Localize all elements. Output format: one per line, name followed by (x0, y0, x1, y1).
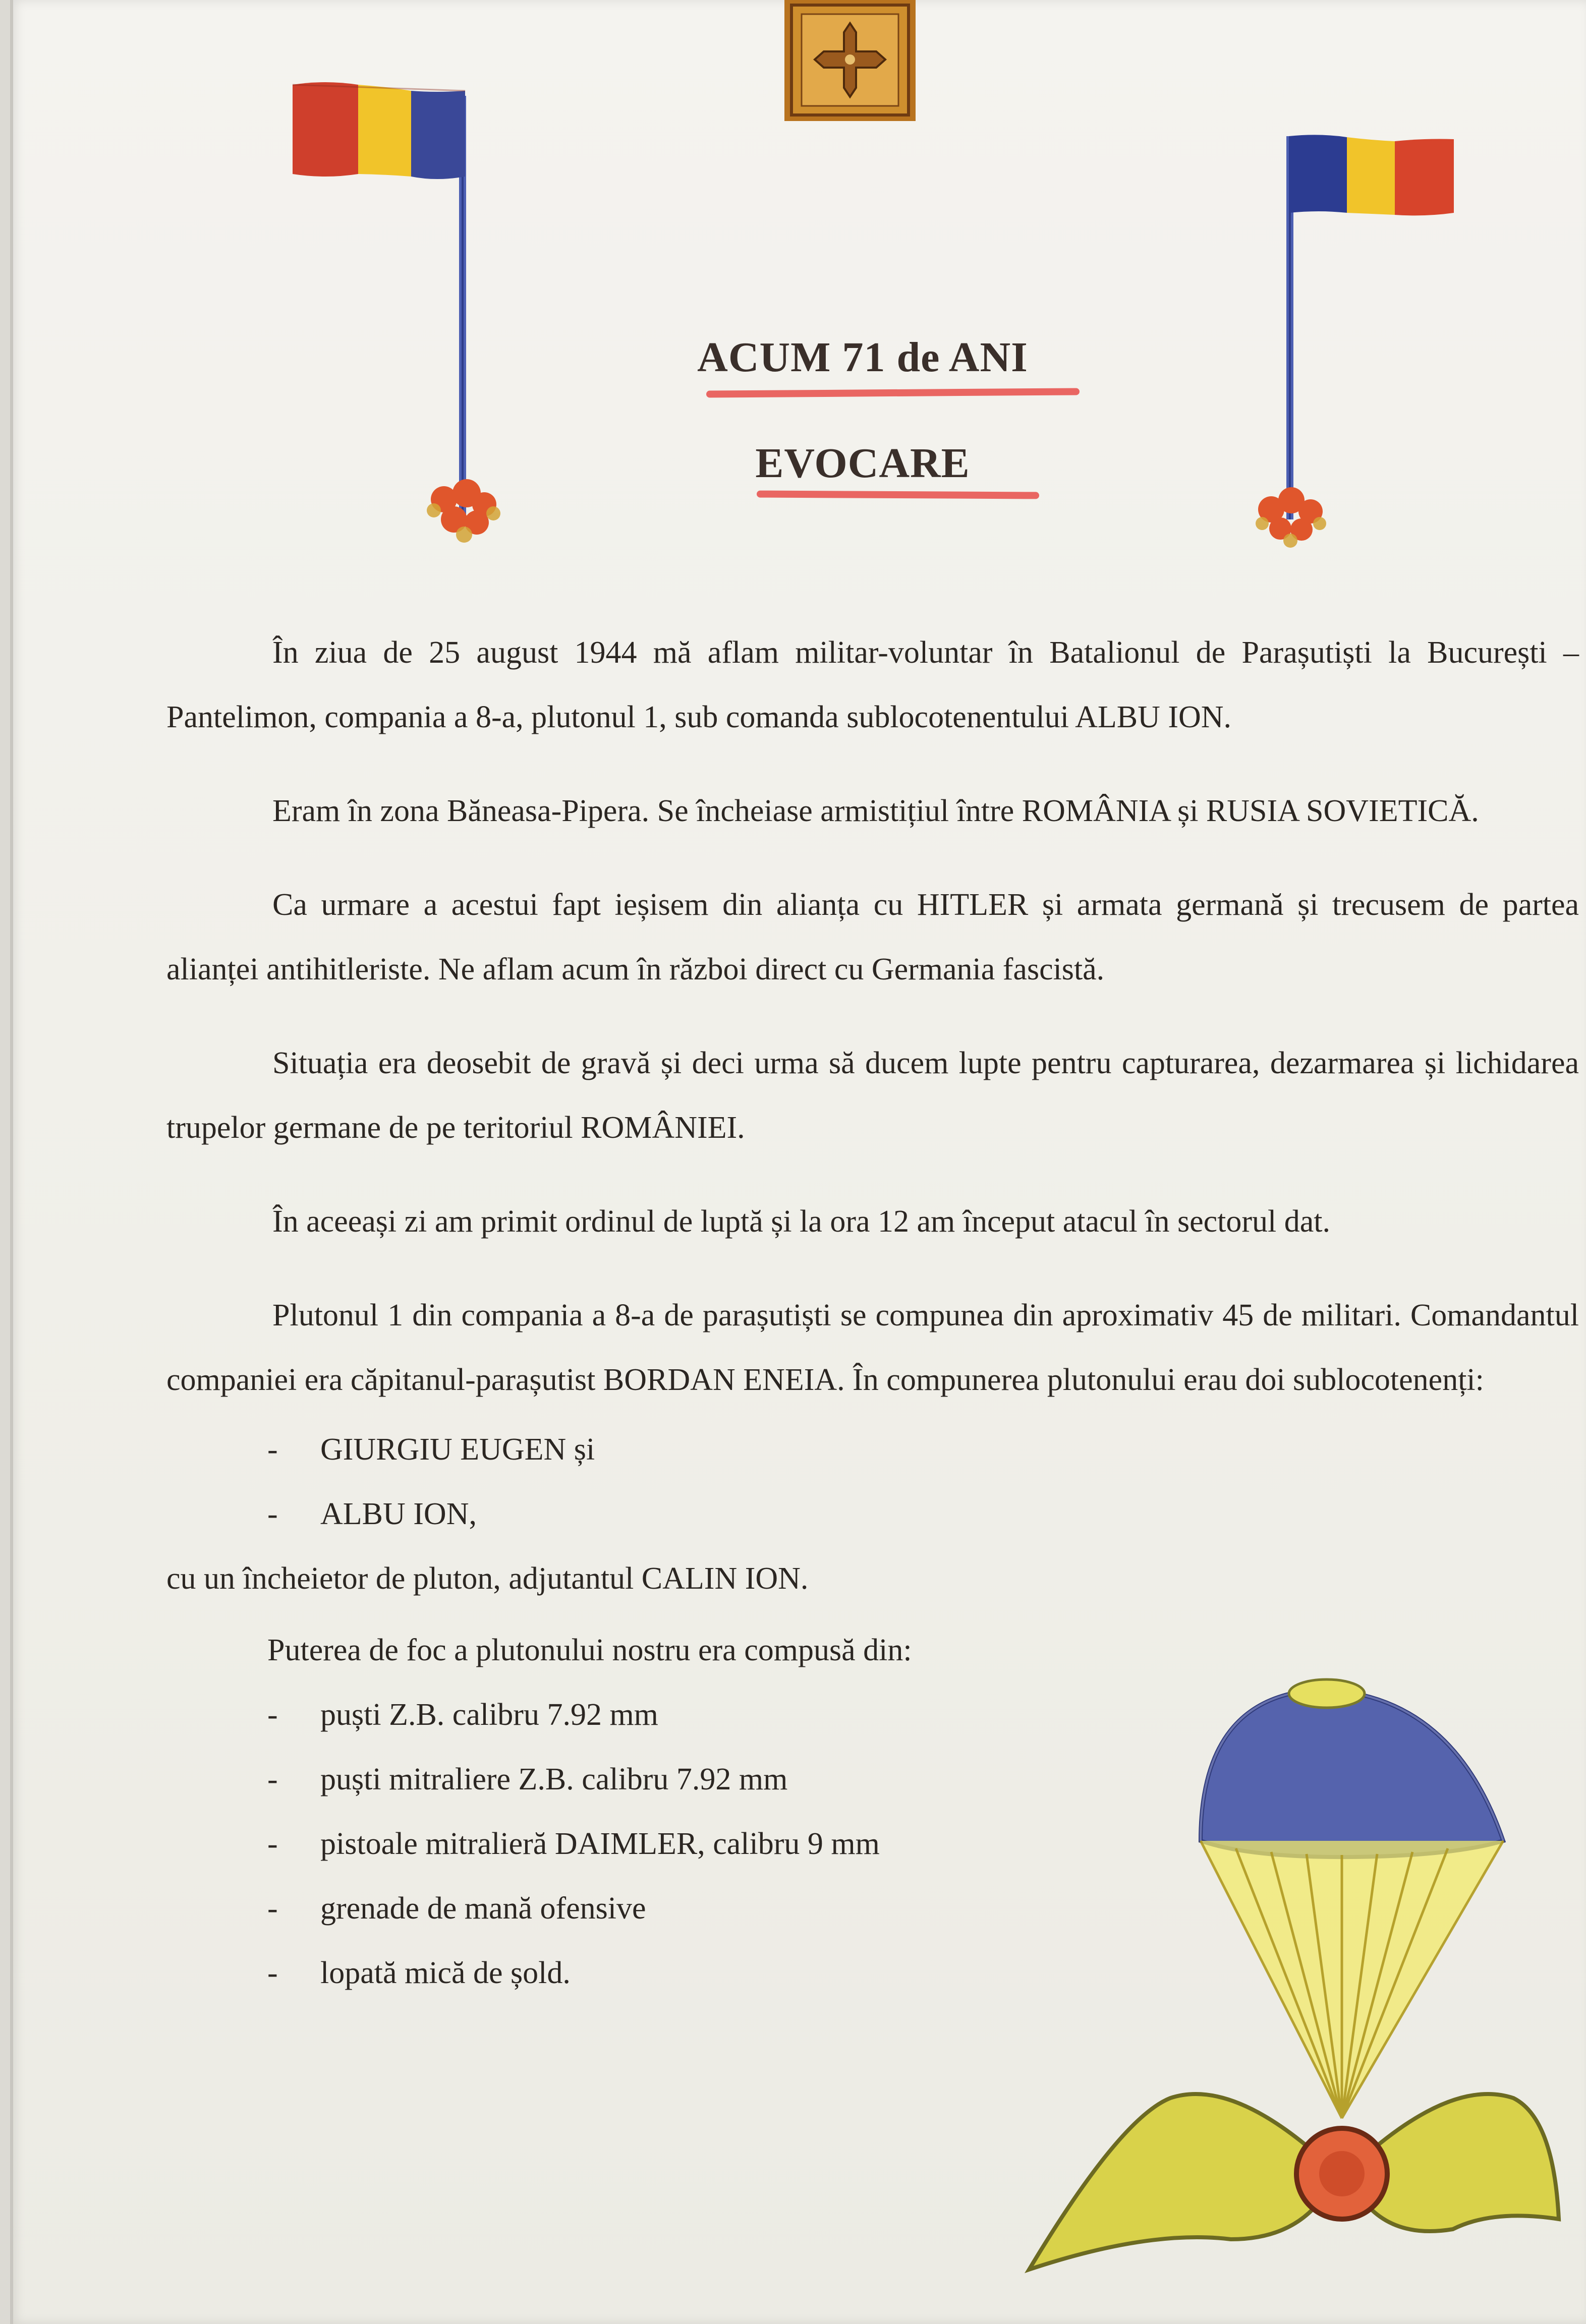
title-underline (706, 388, 1080, 397)
romanian-flag-icon (282, 76, 525, 560)
officer-text: ALBU ION, (320, 1497, 477, 1531)
paragraph: Eram în zona Băneasa-Pipera. Se încheiase armistițiul între ROMÂNIA și RUSIA SOVIETICĂ. (272, 794, 1479, 828)
bullet-dash: - (267, 1827, 278, 1861)
bullet-dash: - (267, 1497, 278, 1531)
officer-text: GIURGIU EUGEN și (320, 1432, 595, 1467)
officer-item (166, 1417, 1579, 1482)
page-title: ACUM 71 de ANI (697, 334, 1028, 381)
firepower-text: puști mitraliere Z.B. calibru 7.92 mm (320, 1762, 788, 1796)
orthodox-cross-emblem-icon (779, 0, 921, 124)
firepower-text: puști Z.B. calibru 7.92 mm (320, 1698, 658, 1732)
firepower-text: pistoale mitralieră DAIMLER, calibru 9 mm (320, 1827, 880, 1861)
bullet-dash: - (267, 1956, 278, 1990)
firepower-intro: Puterea de foc a plutonului nostru era compusă din: (267, 1633, 912, 1667)
firepower-text: grenade de mană ofensive (320, 1891, 646, 1926)
bullet-dash: - (267, 1432, 278, 1467)
paragraph: Plutonul 1 din compania a 8-a de parașutiști se compunea din aproximativ 45 de militari. Comandantul companiei era căpitanul-parașutist BORDAN ENEIA. În compunerea plutonului erau doi sublocotenenți: (166, 1298, 1579, 1397)
bullet-dash: - (267, 1891, 278, 1926)
subtitle-underline (757, 491, 1039, 499)
paragraph: În aceeași zi am primit ordinul de luptă și la ora 12 am început atacul în sectorul dat. (272, 1204, 1330, 1239)
paragraph: Ca urmare a acestui fapt ieșisem din alianța cu HITLER și armata germană și trecusem de partea alianței antihitleriste. Ne aflam acum în război direct cu Germania fascistă. (166, 888, 1579, 986)
document-page (10, 0, 1586, 2324)
bullet-dash: - (267, 1762, 278, 1796)
paratrooper-insignia-icon (1019, 1674, 1564, 2305)
romanian-flag-icon (1221, 126, 1483, 560)
officer-item (166, 1482, 1579, 1546)
firepower-text: lopată mică de șold. (320, 1956, 571, 1990)
bullet-dash: - (267, 1698, 278, 1732)
page-subtitle: EVOCARE (755, 440, 970, 487)
paragraph: În ziua de 25 august 1944 mă aflam militar-voluntar în Batalionul de Parașutiști la București – Pantelimon, compania a 8-a, plutonul 1, sub comanda sublocotenentului ALBU ION. (166, 635, 1579, 734)
closing-line: cu un încheietor de pluton, adjutantul CALIN ION. (166, 1561, 809, 1596)
paragraph: Situația era deosebit de gravă și deci urma să ducem lupte pentru capturarea, dezarmarea și lichidarea trupelor germane de pe teritoriul ROMÂNIEI. (166, 1046, 1579, 1145)
